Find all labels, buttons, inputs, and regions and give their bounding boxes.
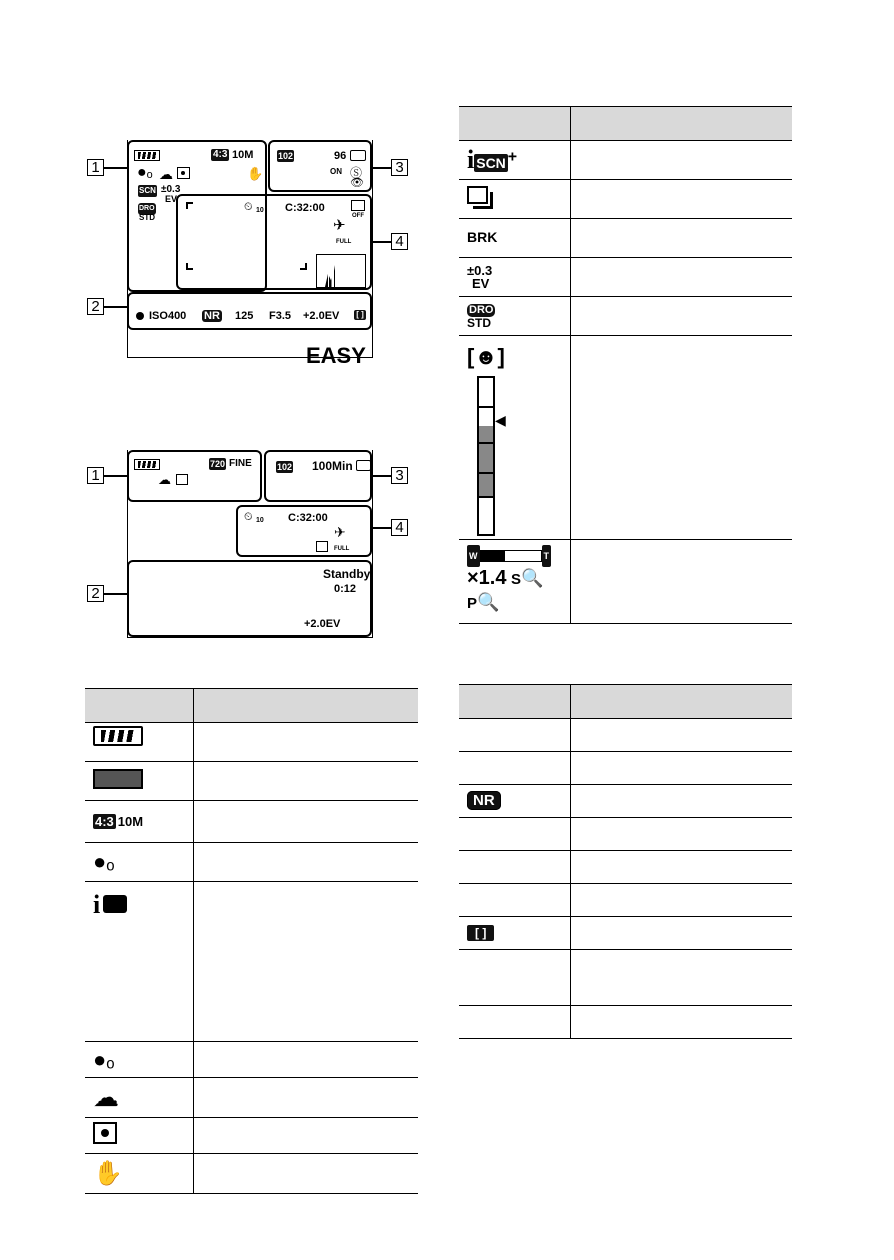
header-cell bbox=[570, 685, 792, 719]
ev-label: +2.0EV bbox=[303, 310, 340, 322]
metering-spot-icon bbox=[93, 1122, 117, 1144]
smile-sensitivity-scale bbox=[477, 376, 495, 536]
header-cell bbox=[85, 689, 193, 723]
table-row bbox=[459, 180, 792, 219]
metering-icon bbox=[176, 474, 188, 485]
legend-table-left bbox=[85, 688, 418, 1194]
self-timer-icon: ⏲ bbox=[244, 511, 253, 523]
zoom-factor: ×1.4 bbox=[467, 566, 507, 589]
table-row bbox=[85, 882, 418, 1042]
aspect-label: 4:3 bbox=[95, 813, 114, 829]
panel-2 bbox=[127, 292, 372, 330]
focus-lock-icon bbox=[136, 312, 144, 320]
table-row bbox=[459, 917, 792, 950]
table-row bbox=[459, 258, 792, 297]
table-row bbox=[459, 851, 792, 884]
flash-off-icon: Ⓢ bbox=[350, 166, 363, 180]
burst-icon bbox=[467, 186, 493, 208]
folder-label: 102 bbox=[278, 151, 294, 161]
table-row bbox=[459, 884, 792, 917]
table-row bbox=[85, 1154, 418, 1194]
table-row bbox=[85, 1118, 418, 1154]
self-timer-icon: ⏲ bbox=[244, 201, 253, 213]
face-off-label: OFF bbox=[352, 213, 364, 219]
table-row bbox=[85, 723, 418, 762]
shake-warning-icon: ✋ bbox=[247, 166, 264, 181]
panel-1 bbox=[127, 450, 262, 502]
table-row bbox=[459, 818, 792, 851]
smart-zoom-label: S bbox=[510, 570, 521, 588]
scn-label: SCN bbox=[476, 155, 506, 171]
table-row bbox=[85, 762, 418, 801]
size-label: 10M bbox=[232, 149, 254, 161]
folder-label: 102 bbox=[277, 462, 293, 472]
callout-1: 1 bbox=[87, 467, 104, 484]
red-eye-icon: 👁 bbox=[350, 177, 364, 189]
legend-table-right-top bbox=[459, 106, 792, 624]
table-row bbox=[459, 752, 792, 785]
shutter-label: 125 bbox=[235, 310, 254, 322]
table-row bbox=[459, 1006, 792, 1039]
table-row bbox=[85, 1042, 418, 1078]
plus-label: + bbox=[507, 148, 518, 166]
timecode: C:32:00 bbox=[285, 202, 325, 214]
zoom-bar bbox=[467, 545, 570, 567]
face-detect-icon: ●ₒ bbox=[93, 1046, 115, 1072]
dro-label: DRO bbox=[469, 304, 494, 316]
callout-2: 2 bbox=[87, 298, 104, 315]
standby-label: Standby bbox=[323, 567, 371, 581]
table-row bbox=[459, 336, 792, 540]
full-label: FULL bbox=[334, 546, 350, 552]
record-time: 0:12 bbox=[334, 583, 357, 595]
landscape-icon: ☁ bbox=[93, 1082, 119, 1112]
precision-zoom-label: P bbox=[467, 594, 478, 612]
dro-std: STD bbox=[467, 316, 491, 330]
sensitivity-pointer-icon: ◀ bbox=[495, 412, 506, 428]
table-row bbox=[459, 297, 792, 336]
memory-card-icon bbox=[350, 150, 366, 161]
aspect-label: 4:3 bbox=[213, 149, 228, 160]
metering-icon bbox=[177, 167, 190, 179]
timer-label: 10 bbox=[256, 517, 264, 524]
callout-3: 3 bbox=[391, 467, 408, 484]
steady-shot-icon: ✈ bbox=[333, 217, 346, 234]
camera-icon bbox=[103, 895, 127, 913]
dro-icon: DRO bbox=[138, 203, 156, 215]
audio-icon bbox=[316, 541, 328, 552]
full-label: FULL bbox=[336, 239, 352, 245]
zoom-w: W bbox=[467, 545, 480, 567]
table-row bbox=[459, 141, 792, 180]
zoom-t: T bbox=[542, 545, 552, 567]
landscape-icon: ☁ bbox=[158, 472, 171, 487]
table-row bbox=[85, 843, 418, 882]
nr-icon: NR bbox=[467, 791, 501, 810]
callout-4: 4 bbox=[391, 233, 408, 250]
ev-value: ±0.3 bbox=[467, 263, 493, 278]
af-frame-corner bbox=[186, 202, 193, 209]
shake-warning-icon: ✋ bbox=[93, 1160, 123, 1187]
callout-2: 2 bbox=[87, 585, 104, 602]
memory-card-icon bbox=[356, 460, 371, 471]
ev-value: ±0.3 bbox=[161, 184, 181, 195]
metering-icon: [ ] bbox=[354, 310, 366, 320]
callout-4: 4 bbox=[391, 519, 408, 536]
easy-label: EASY bbox=[306, 343, 366, 368]
steady-shot-icon: ✈ bbox=[334, 524, 346, 540]
battery-empty-icon bbox=[93, 769, 143, 789]
dro-std: STD bbox=[139, 213, 155, 222]
panel-3 bbox=[264, 450, 372, 502]
legend-table-right-bottom bbox=[459, 684, 792, 1039]
face-detect-icon: ●ₒ bbox=[137, 164, 153, 181]
af-frame-corner bbox=[300, 263, 307, 270]
histogram bbox=[316, 254, 366, 288]
ev-unit: EV bbox=[472, 276, 490, 291]
battery-icon bbox=[134, 459, 160, 470]
header-cell bbox=[459, 685, 570, 719]
table-row bbox=[459, 540, 792, 624]
movie-quality-icon: 720 bbox=[210, 459, 226, 469]
panel-2 bbox=[127, 560, 372, 637]
remaining-count: 96 bbox=[334, 150, 347, 162]
timecode: C:32:00 bbox=[288, 512, 328, 524]
timer-label: 10 bbox=[256, 207, 264, 214]
magnifier-icon: 🔍 bbox=[520, 567, 544, 588]
table-row bbox=[85, 1078, 418, 1118]
battery-icon bbox=[134, 150, 160, 161]
table-row bbox=[85, 801, 418, 843]
magnifier-icon: 🔍 bbox=[477, 591, 500, 612]
ev-unit: EV bbox=[165, 194, 178, 204]
panel-3 bbox=[268, 140, 372, 192]
callout-3: 3 bbox=[391, 159, 408, 176]
remaining-time: 100Min bbox=[312, 459, 353, 473]
smile-detection-icon: [☻] bbox=[467, 344, 505, 369]
table-row bbox=[459, 950, 792, 1006]
header-cell bbox=[459, 107, 570, 141]
landscape-icon: ☁ bbox=[159, 166, 173, 182]
table-row bbox=[459, 719, 792, 752]
bracket-label: BRK bbox=[467, 229, 498, 245]
header-cell bbox=[193, 689, 418, 723]
metering-multi-icon: [ ] bbox=[467, 925, 494, 941]
scn-icon: SCN bbox=[139, 186, 156, 195]
aperture-label: F3.5 bbox=[269, 310, 292, 322]
table-row bbox=[459, 219, 792, 258]
iso-label: ISO400 bbox=[149, 310, 187, 322]
table-row bbox=[459, 785, 792, 818]
flash-on: ON bbox=[330, 167, 342, 176]
size-label: 10M bbox=[117, 813, 144, 829]
panel-4 bbox=[236, 505, 372, 557]
callout-1: 1 bbox=[87, 159, 104, 176]
af-frame-corner bbox=[186, 263, 193, 270]
battery-icon bbox=[93, 726, 143, 746]
nr-icon: NR bbox=[204, 310, 220, 322]
intelligent-auto-icon: i bbox=[93, 890, 101, 919]
scene-i-label: i bbox=[467, 145, 475, 174]
panel-4 bbox=[176, 194, 372, 290]
fine-label: FINE bbox=[229, 458, 252, 469]
ev-label: +2.0EV bbox=[304, 618, 341, 630]
face-detect-icon: ●ₒ bbox=[93, 849, 115, 874]
header-cell bbox=[570, 107, 792, 141]
